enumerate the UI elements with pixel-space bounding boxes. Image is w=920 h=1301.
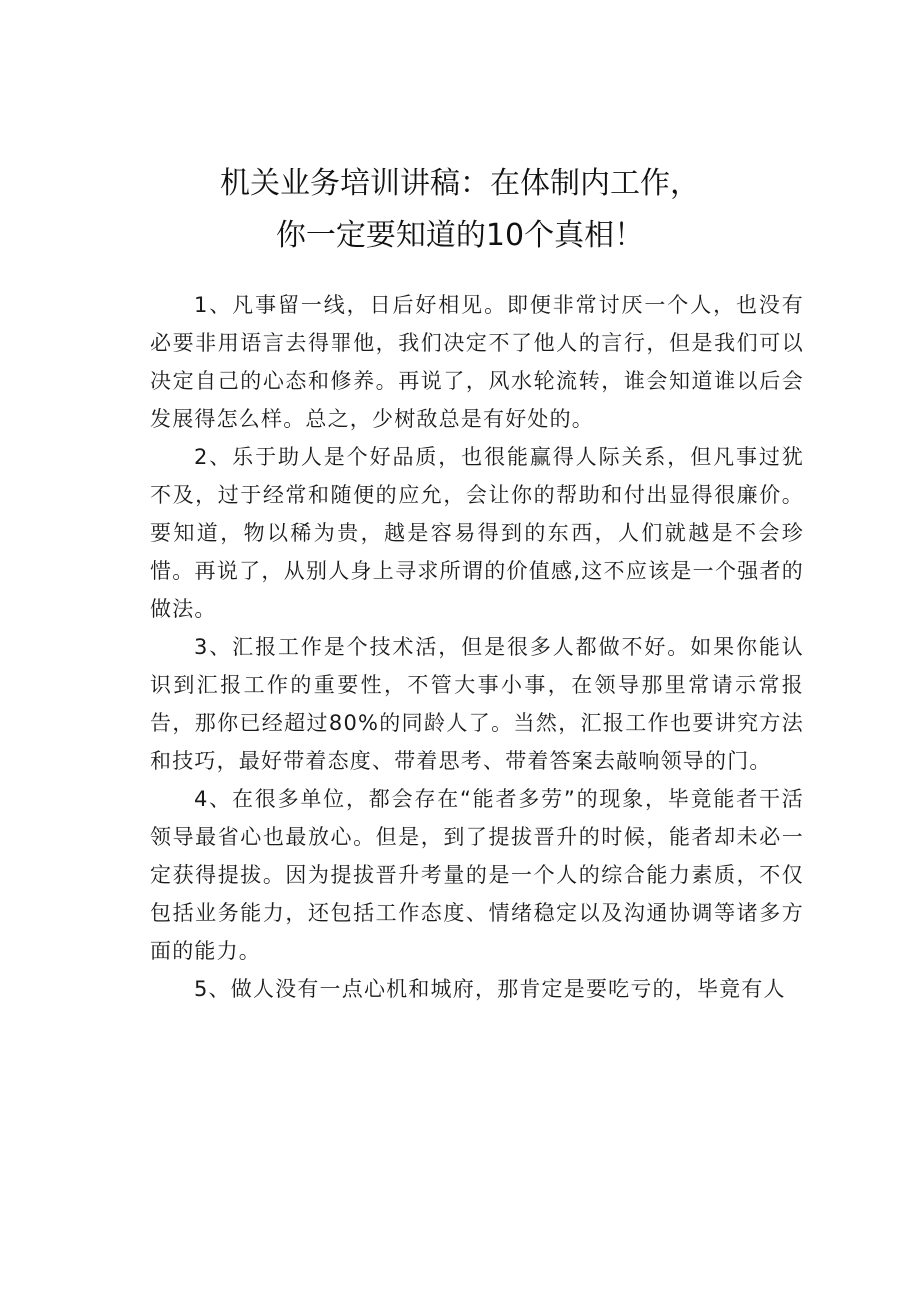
paragraph-4: 4、在很多单位，都会存在“能者多劳”的现象，毕竟能者干活领导最省心也最放心。但是，到了提拔晋升的时候，能者却未必一定获得提拔。因为提拔晋升考量的是一个人的综合能力素质，不仅包括业务能力，还包括工作态度、情绪稳定以及沟通协调等诸多方面的能力。 — [150, 787, 804, 963]
document-title — [120, 158, 800, 262]
paragraph-1: 1、凡事留一线，日后好相见。即便非常讨厌一个人，也没有必要非用语言去得罪他，我们决定不了他人的言行，但是我们可以决定自己的心态和修养。再说了，风水轮流转，谁会知道谁以后会发展得怎么样。总之，少树敌总是有好处的。 — [150, 293, 804, 431]
document-body — [150, 286, 804, 1008]
title-line-2: 你一定要知道的10个真相！ — [275, 218, 645, 253]
paragraph-5: 5、做人没有一点心机和城府，那肯定是要吃亏的，毕竟有人 — [194, 977, 786, 1001]
paragraph-2: 2、乐于助人是个好品质，也很能赢得人际关系，但凡事过犹不及，过于经常和随便的应允，会让你的帮助和付出显得很廉价。要知道，物以稀为贵，越是容易得到的东西，人们就越是不会珍惜。再说了，从别人身上寻求所谓的价值感,这不应该是一个强者的做法。 — [150, 445, 804, 621]
title-line-1: 机关业务培训讲稿：在体制内工作， — [220, 166, 700, 201]
paragraph-3: 3、汇报工作是个技术活，但是很多人都做不好。如果你能认识到汇报工作的重要性，不管大事小事，在领导那里常请示常报告，那你已经超过80%的同龄人了。当然，汇报工作也要讲究方法和技巧，最好带着态度、带着思考、带着答案去敲响领导的门。 — [150, 635, 804, 773]
